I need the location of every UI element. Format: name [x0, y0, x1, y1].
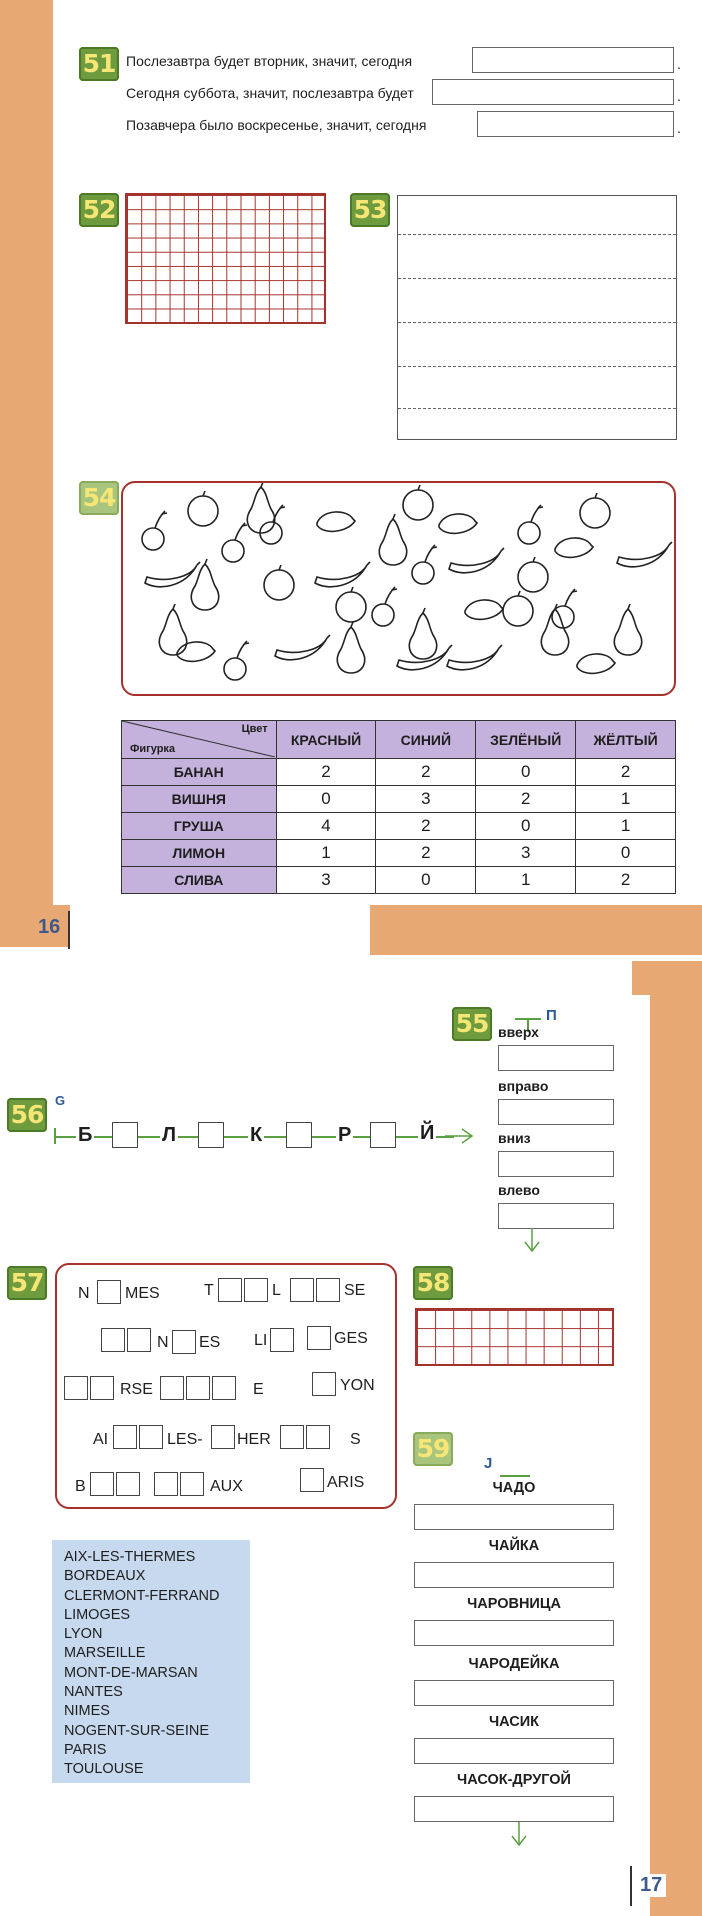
- table-cell: 3: [376, 786, 476, 813]
- ex56-letter-box[interactable]: [370, 1122, 396, 1148]
- city-name: BORDEAUX: [64, 1568, 146, 1585]
- table-cell: 2: [576, 759, 676, 786]
- ex55-direction-label: влево: [498, 1182, 540, 1198]
- ex57-letter-box[interactable]: [211, 1425, 235, 1449]
- table-cell: 3: [276, 867, 376, 894]
- table-cell: 2: [376, 840, 476, 867]
- ex57-fragment: RSE: [120, 1381, 153, 1398]
- ex59-start-letter: J: [484, 1455, 493, 1472]
- ex51-sentence-3: Позавчера было воскресенье, значит, сегодня: [126, 117, 427, 133]
- row-header: ЛИМОН: [122, 840, 277, 867]
- table-cell: 0: [276, 786, 376, 813]
- ex57-letter-box[interactable]: [306, 1425, 330, 1449]
- table-cell: 1: [476, 867, 576, 894]
- table-cell: 3: [476, 840, 576, 867]
- ex51-answer-1[interactable]: [472, 47, 674, 73]
- table-cell: 0: [476, 813, 576, 840]
- exercise-54-badge: 54: [79, 481, 119, 515]
- exercise-51-badge: 51: [79, 47, 119, 81]
- table-row: [122, 813, 676, 840]
- ex57-letter-box[interactable]: [212, 1376, 236, 1400]
- ex51-period-1: .: [677, 56, 681, 72]
- exercise-55-badge: 55: [452, 1007, 492, 1041]
- table-cell: 1: [576, 786, 676, 813]
- ex53-writing-area[interactable]: [397, 195, 677, 440]
- ex57-fragment: SE: [344, 1282, 366, 1299]
- ex57-letter-box[interactable]: [172, 1330, 196, 1354]
- table-cell: 0: [476, 759, 576, 786]
- ex59-start-mark: [500, 1475, 530, 1477]
- fruit-illustration: [123, 483, 674, 694]
- ex57-fragment: LES-: [167, 1431, 203, 1448]
- ex57-letter-box[interactable]: [127, 1328, 151, 1352]
- ex57-fragment: L: [272, 1282, 281, 1299]
- ex57-letter-box[interactable]: [113, 1425, 137, 1449]
- row-header: ВИШНЯ: [122, 786, 277, 813]
- ex51-sentence-2: Сегодня суббота, значит, послезавтра будет: [126, 85, 414, 101]
- corner-label-color: Цвет: [241, 723, 268, 735]
- ex51-answer-3[interactable]: [477, 111, 674, 137]
- ex56-letter: Б: [78, 1124, 93, 1146]
- ex51-answer-2[interactable]: [432, 79, 674, 105]
- ex57-letter-box[interactable]: [300, 1468, 324, 1492]
- city-name: MONT-DE-MARSAN: [64, 1664, 198, 1681]
- ex57-letter-box[interactable]: [101, 1328, 125, 1352]
- city-name: CLERMONT-FERRAND: [64, 1587, 220, 1604]
- ex55-answer-1[interactable]: [498, 1045, 614, 1071]
- ex59-answer-1[interactable]: [414, 1504, 614, 1530]
- ex57-letter-box[interactable]: [116, 1472, 140, 1496]
- ex57-fragment: ARIS: [327, 1474, 365, 1491]
- ex55-direction-label: вниз: [498, 1130, 531, 1146]
- ex59-word: ЧАЙКА: [488, 1538, 540, 1554]
- ex57-fragment: GES: [334, 1330, 368, 1347]
- exercise-53-badge: 53: [350, 193, 390, 227]
- ex51-period-2: .: [677, 88, 681, 104]
- page17-number-divider: [630, 1866, 632, 1906]
- ex59-answer-6[interactable]: [414, 1796, 614, 1822]
- table-row: [122, 867, 676, 894]
- table-cell: 0: [376, 867, 476, 894]
- ex57-letter-box[interactable]: [97, 1280, 121, 1304]
- column-header: ЗЕЛЁНЫЙ: [476, 721, 576, 759]
- corner-label-figure: Фигурка: [130, 743, 176, 755]
- ex53-dashed-line: [398, 322, 676, 323]
- city-name: LIMOGES: [64, 1606, 131, 1623]
- ex57-fragment: YON: [340, 1377, 375, 1394]
- ex56-letter-box[interactable]: [112, 1122, 138, 1148]
- ex57-letter-box[interactable]: [154, 1472, 178, 1496]
- exercise-58-badge: 58: [413, 1266, 453, 1300]
- table-row: [122, 786, 676, 813]
- ex57-letter-box[interactable]: [290, 1278, 314, 1302]
- ex57-letter-box[interactable]: [270, 1328, 294, 1352]
- ex59-word: ЧАРОДЕЙКА: [468, 1656, 560, 1672]
- ex56-letter: Й: [420, 1122, 435, 1144]
- ex59-answer-4[interactable]: [414, 1680, 614, 1706]
- exercise-56-badge: 56: [7, 1098, 47, 1132]
- ex57-fragment: N: [157, 1334, 169, 1351]
- ex57-fragment: B: [75, 1478, 86, 1495]
- table-cell: 2: [376, 813, 476, 840]
- row-header: БАНАН: [122, 759, 277, 786]
- ex55-start-letter: П: [546, 1007, 557, 1024]
- page17-upper-right-margin: [632, 961, 702, 995]
- ex56-letter: Л: [162, 1124, 177, 1146]
- city-name: NANTES: [64, 1684, 123, 1701]
- page16-bottom-margin-right: [370, 905, 702, 961]
- ex56-letter-box[interactable]: [286, 1122, 312, 1148]
- exercise-57-badge: 57: [7, 1266, 47, 1300]
- ex57-letter-box[interactable]: [218, 1278, 242, 1302]
- table-cell: 2: [276, 759, 376, 786]
- exercise-52-badge: 52: [79, 193, 119, 227]
- ex57-letter-box[interactable]: [90, 1472, 114, 1496]
- ex56-letter: Р: [338, 1124, 352, 1146]
- ex57-city-list: [52, 1540, 250, 1783]
- table-row: [122, 840, 676, 867]
- ex57-letter-box[interactable]: [316, 1278, 340, 1302]
- table-cell: 1: [276, 840, 376, 867]
- ex57-letter-box[interactable]: [312, 1372, 336, 1396]
- city-name: NOGENT-SUR-SEINE: [64, 1722, 210, 1739]
- ex58-grid[interactable]: [415, 1308, 614, 1366]
- page16-number-divider: [68, 911, 70, 949]
- ex59-answer-5[interactable]: [414, 1738, 614, 1764]
- ex57-fragment: S: [350, 1431, 361, 1448]
- ex51-period-3: .: [677, 120, 681, 136]
- ex54-fruit-picture-frame: [121, 481, 676, 696]
- ex59-word: ЧАСИК: [488, 1714, 540, 1730]
- table-cell: 2: [476, 786, 576, 813]
- ex51-sentence-1: Послезавтра будет вторник, значит, сегодня: [126, 53, 413, 69]
- ex57-letter-box[interactable]: [180, 1472, 204, 1496]
- city-name: MARSEILLE: [64, 1645, 146, 1662]
- column-header: КРАСНЫЙ: [276, 721, 376, 759]
- ex57-fragment: T: [204, 1282, 214, 1299]
- down-arrow-icon: [509, 1822, 529, 1848]
- ex55-answer-2[interactable]: [498, 1099, 614, 1125]
- ex55-answer-3[interactable]: [498, 1151, 614, 1177]
- ex57-fragment: E: [253, 1381, 264, 1398]
- ex57-letter-box[interactable]: [160, 1376, 184, 1400]
- ex57-letter-box[interactable]: [307, 1326, 331, 1350]
- table-cell: 1: [576, 813, 676, 840]
- page-gap: [0, 955, 702, 961]
- ex56-letter: К: [250, 1124, 263, 1146]
- ex57-fragment: HER: [237, 1431, 271, 1448]
- city-name: AIX-LES-THERMES: [64, 1549, 196, 1565]
- ex59-answer-3[interactable]: [414, 1620, 614, 1646]
- ex56-letter-box[interactable]: [198, 1122, 224, 1148]
- ex59-word: ЧАДО: [492, 1480, 536, 1496]
- ex57-letter-box[interactable]: [244, 1278, 268, 1302]
- ex53-dashed-line: [398, 408, 676, 409]
- page16-left-margin: [0, 0, 53, 922]
- exercise-59-badge: 59: [413, 1432, 453, 1466]
- ex59-word: ЧАРОВНИЦА: [467, 1596, 561, 1612]
- ex59-answer-2[interactable]: [414, 1562, 614, 1588]
- row-header: СЛИВА: [122, 867, 277, 894]
- ex57-fragment: ES: [199, 1334, 221, 1351]
- ex55-direction-label: вправо: [498, 1078, 549, 1094]
- table-cell: 2: [576, 867, 676, 894]
- ex57-fragment: LI: [254, 1332, 268, 1349]
- ex57-letter-box[interactable]: [64, 1376, 88, 1400]
- table-row: [122, 759, 676, 786]
- table-cell: 2: [376, 759, 476, 786]
- ex57-letter-box[interactable]: [139, 1425, 163, 1449]
- ex57-fragment: AUX: [210, 1478, 243, 1495]
- ex53-dashed-line: [398, 366, 676, 367]
- city-name: LYON: [64, 1626, 103, 1643]
- table-cell: 4: [276, 813, 376, 840]
- ex55-direction-label: вверх: [498, 1024, 539, 1040]
- ex56-start-letter: G: [55, 1093, 66, 1108]
- row-header: ГРУША: [122, 813, 277, 840]
- column-header: ЖЁЛТЫЙ: [576, 721, 676, 759]
- right-arrow-icon: [445, 1127, 475, 1147]
- column-header: СИНИЙ: [376, 721, 476, 759]
- ex52-grid[interactable]: [125, 193, 326, 324]
- ex53-dashed-line: [398, 234, 676, 235]
- ex57-letter-box[interactable]: [90, 1376, 114, 1400]
- city-name: TOULOUSE: [64, 1761, 144, 1778]
- ex57-fragment: MES: [125, 1285, 160, 1302]
- page16-number: 16: [38, 916, 61, 938]
- ex57-fragment: AI: [93, 1431, 109, 1448]
- ex55-answer-4[interactable]: [498, 1203, 614, 1229]
- table-cell: 0: [576, 840, 676, 867]
- ex57-letter-box[interactable]: [280, 1425, 304, 1449]
- page17-right-margin: [650, 961, 702, 1916]
- page17-number: 17: [636, 1874, 666, 1897]
- ex53-dashed-line: [398, 278, 676, 279]
- ex54-color-table: [121, 720, 676, 894]
- ex59-word: ЧАСОК-ДРУГОЙ: [457, 1772, 571, 1788]
- table-corner-cell: [122, 721, 277, 759]
- ex57-letter-box[interactable]: [186, 1376, 210, 1400]
- city-name: NIMES: [64, 1703, 110, 1720]
- city-name: PARIS: [64, 1741, 107, 1758]
- down-arrow-icon: [522, 1228, 542, 1254]
- ex57-fragment: N: [78, 1285, 90, 1302]
